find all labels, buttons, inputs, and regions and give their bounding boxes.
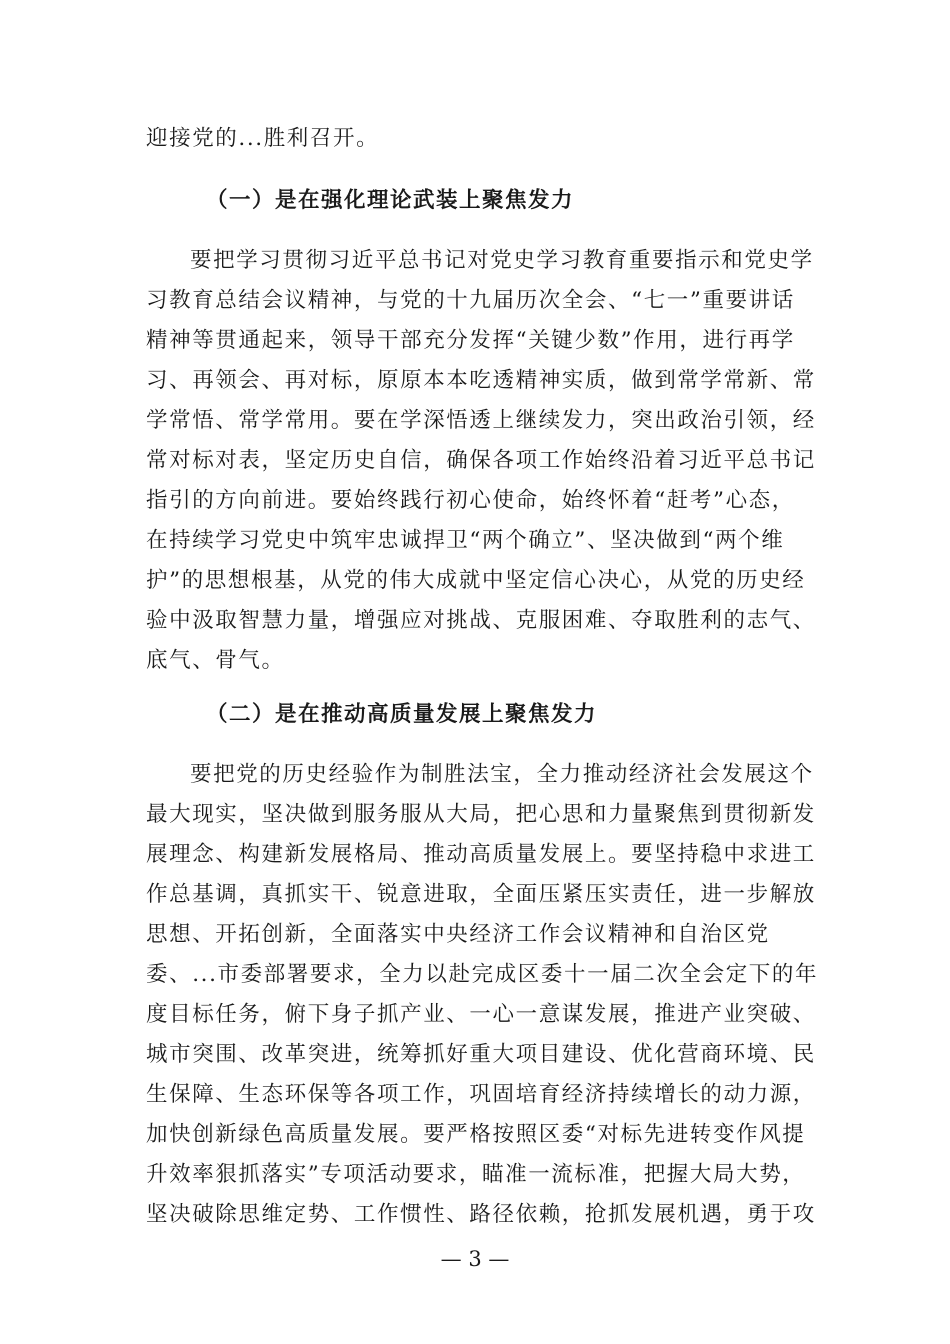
paragraph-line: 验中汲取智慧力量，增强应对挑战、克服困难、夺取胜利的志气、	[146, 608, 816, 633]
paragraph-line: 作总基调，真抓实干、锐意进取，全面压紧压实责任，进一步解放	[146, 882, 816, 907]
paragraph-line: 常对标对表，坚定历史自信，确保各项工作始终沿着习近平总书记	[146, 448, 816, 473]
paragraph-line: 展理念、构建新发展格局、推动高质量发展上。要坚持稳中求进工	[146, 842, 816, 867]
paragraph-line: 精神等贯通起来，领导干部充分发挥“关键少数”作用，进行再学	[146, 328, 795, 353]
paragraph-line: 加快创新绿色高质量发展。要严格按照区委“对标先进转变作风提	[146, 1122, 806, 1147]
paragraph-line: 城市突围、改革突进，统筹抓好重大项目建设、优化营商环境、民	[146, 1042, 816, 1067]
paragraph-line: 习、再领会、再对标，原原本本吃透精神实质，做到常学常新、常	[146, 368, 816, 393]
paragraph-line: 要把学习贯彻习近平总书记对党史学习教育重要指示和党史学	[190, 248, 814, 273]
paragraph-line: 委、...市委部署要求，全力以赴完成区委十一届二次全会定下的年	[146, 962, 819, 987]
paragraph-line: 度目标任务，俯下身子抓产业、一心一意谋发展，推进产业突破、	[146, 1002, 816, 1027]
paragraph-line: 坚决破除思维定势、工作惯性、路径依赖，抢抓发展机遇，勇于攻	[146, 1202, 816, 1227]
paragraph-line: 在持续学习党史中筑牢忠诚捍卫“两个确立”、坚决做到“两个维	[146, 528, 785, 553]
paragraph-line: 最大现实，坚决做到服务服从大局，把心思和力量聚焦到贯彻新发	[146, 802, 816, 827]
section-heading-1: （一）是在强化理论武装上聚焦发力	[206, 188, 575, 213]
paragraph-line: 习教育总结会议精神，与党的十九届历次全会、“七一”重要讲话	[146, 288, 795, 313]
paragraph-line: 思想、开拓创新，全面落实中央经济工作会议精神和自治区党	[146, 922, 770, 947]
paragraph-line: 学常悟、常学常用。要在学深悟透上继续发力，突出政治引领，经	[146, 408, 816, 433]
paragraph-line: 指引的方向前进。要始终践行初心使命，始终怀着“赶考”心态，	[146, 488, 795, 513]
paragraph-line: 要把党的历史经验作为制胜法宝，全力推动经济社会发展这个	[190, 762, 814, 787]
section-heading-2: （二）是在推动高质量发展上聚焦发力	[206, 702, 598, 727]
paragraph-line: 护”的思想根基，从党的伟大成就中坚定信心决心，从党的历史经	[146, 568, 806, 593]
intro-line: 迎接党的...胜利召开。	[146, 126, 380, 151]
paragraph-line: 升效率狠抓落实”专项活动要求，瞄准一流标准，把握大局大势，	[146, 1162, 806, 1187]
paragraph-line: 底气、骨气。	[146, 648, 285, 673]
page-number: — 3 —	[440, 1247, 510, 1271]
paragraph-line: 生保障、生态环保等各项工作，巩固培育经济持续增长的动力源，	[146, 1082, 816, 1107]
